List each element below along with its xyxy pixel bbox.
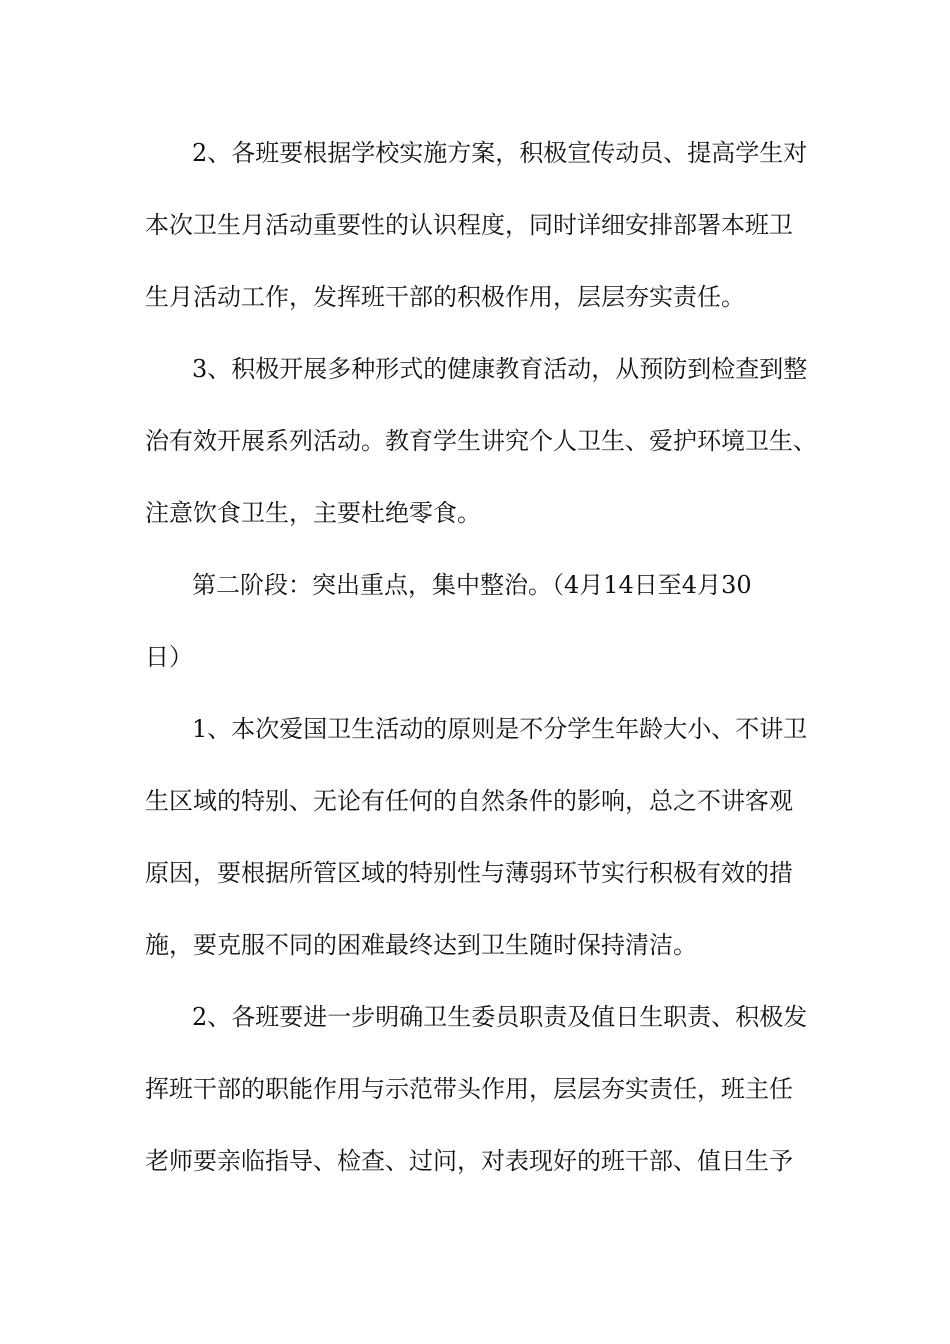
- paragraph-2-line-3: 生月活动工作，发挥班干部的积极作用，层层夯实责任。: [145, 283, 745, 311]
- stage-two-item-1-line-4: 施，要克服不同的困难最终达到卫生随时保持清洁。: [145, 931, 697, 959]
- stage-two-item-1-line-2: 生区域的特别、无论有任何的自然条件的影响，总之不讲客观: [145, 787, 793, 815]
- stage-two-heading-line-1: 第二阶段：突出重点，集中整治。（4月14日至4月30: [192, 571, 752, 599]
- stage-two-item-2-line-2: 挥班干部的职能作用与示范带头作用，层层夯实责任，班主任: [145, 1075, 793, 1103]
- stage-two-heading-line-2: 日）: [145, 643, 193, 671]
- paragraph-3-line-1: 3、积极开展多种形式的健康教育活动，从预防到检查到整: [192, 355, 808, 383]
- paragraph-3-line-3: 注意饮食卫生，主要杜绝零食。: [145, 499, 481, 527]
- paragraph-2-line-1: 2、各班要根据学校实施方案，积极宣传动员、提高学生对: [192, 139, 808, 167]
- stage-two-item-2-line-3: 老师要亲临指导、检查、过问，对表现好的班干部、值日生予: [145, 1147, 793, 1175]
- paragraph-2-line-2: 本次卫生月活动重要性的认识程度，同时详细安排部署本班卫: [145, 211, 793, 239]
- stage-two-item-1-line-1: 1、本次爱国卫生活动的原则是不分学生年龄大小、不讲卫: [192, 715, 808, 743]
- paragraph-3-line-2: 治有效开展系列活动。教育学生讲究个人卫生、爱护环境卫生、: [145, 427, 817, 455]
- stage-two-item-1-line-3: 原因，要根据所管区域的特别性与薄弱环节实行积极有效的措: [145, 859, 793, 887]
- stage-two-item-2-line-1: 2、各班要进一步明确卫生委员职责及值日生职责、积极发: [192, 1003, 808, 1031]
